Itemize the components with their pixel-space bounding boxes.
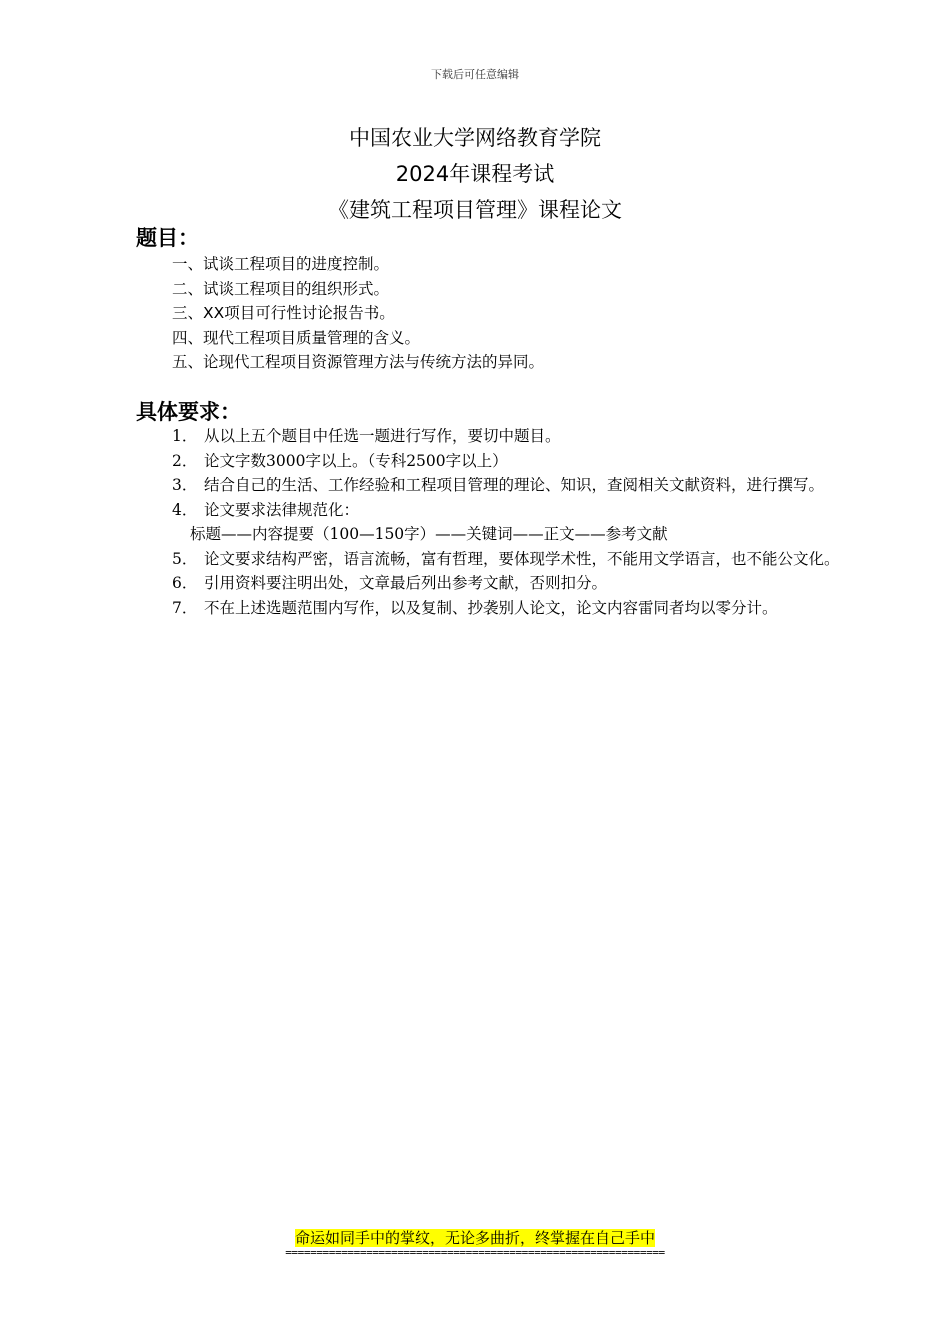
institution-title: 中国农业大学网络教育学院 [349,126,601,150]
requirement-text: 引用资料要注明出处，文章最后列出参考文献，否则扣分。 [204,574,608,592]
requirement-text: 论文字数3000字以上。（专科2500字以上） [204,451,508,470]
requirement-item [172,596,862,621]
requirement-item [172,498,862,523]
title-block [0,120,950,228]
requirement-number: 5． [172,549,198,568]
requirement-item [172,547,862,572]
topic-item: 五、论现代工程项目资源管理方法与传统方法的异同。 [172,353,545,371]
requirement-item [172,449,862,474]
requirement-structure-line [172,522,862,547]
requirement-item [172,571,862,596]
course-title: 《建筑工程项目管理》课程论文 [328,198,622,222]
requirement-text: 标题——内容提要（100—150字）——关键词——正文——参考文献 [190,525,668,543]
requirement-item [172,424,862,449]
topics-list [172,252,544,375]
requirement-text: 不在上述选题范围内写作，以及复制、抄袭别人论文，论文内容雷同者均以零分计。 [204,598,778,617]
requirement-item [172,473,862,498]
footer-motto [0,1227,950,1248]
topic-item: 四、现代工程项目质量管理的含义。 [172,328,421,347]
requirement-text: 从以上五个题目中任选一题进行写作，要切中题目。 [204,427,561,445]
requirement-number: 4． [172,500,198,519]
requirement-text: 结合自己的生活、工作经验和工程项目管理的理论、知识，查阅相关文献资料，进行撰写。 [204,476,825,494]
requirements-list [172,424,862,620]
motto-text: 命运如同手中的掌纹，无论多曲折，终掌握在自己手中 [294,1229,655,1247]
header-note: 下载后可任意编辑 [431,68,519,81]
topics-heading: 题目： [136,226,199,250]
requirement-text: 论文要求结构严密，语言流畅，富有哲理，要体现学术性，不能用文学语言，也不能公文化。 [204,549,840,568]
requirement-number: 6． [172,574,198,592]
requirement-number: 1． [172,427,198,445]
requirement-text: 论文要求法律规范化： [204,500,360,519]
topic-item: 一、试谈工程项目的进度控制。 [172,255,390,273]
footer-rule: ============================================================= [285,1246,665,1259]
topic-item: 三、XX项目可行性讨论报告书。 [172,304,395,322]
topic-item: 二、试谈工程项目的组织形式。 [172,279,390,298]
requirement-number: 7． [172,598,198,617]
exam-title: 2024年课程考试 [395,162,555,186]
requirement-number: 3． [172,476,198,494]
requirements-heading: 具体要求： [136,400,241,424]
requirement-number: 2． [172,451,198,470]
